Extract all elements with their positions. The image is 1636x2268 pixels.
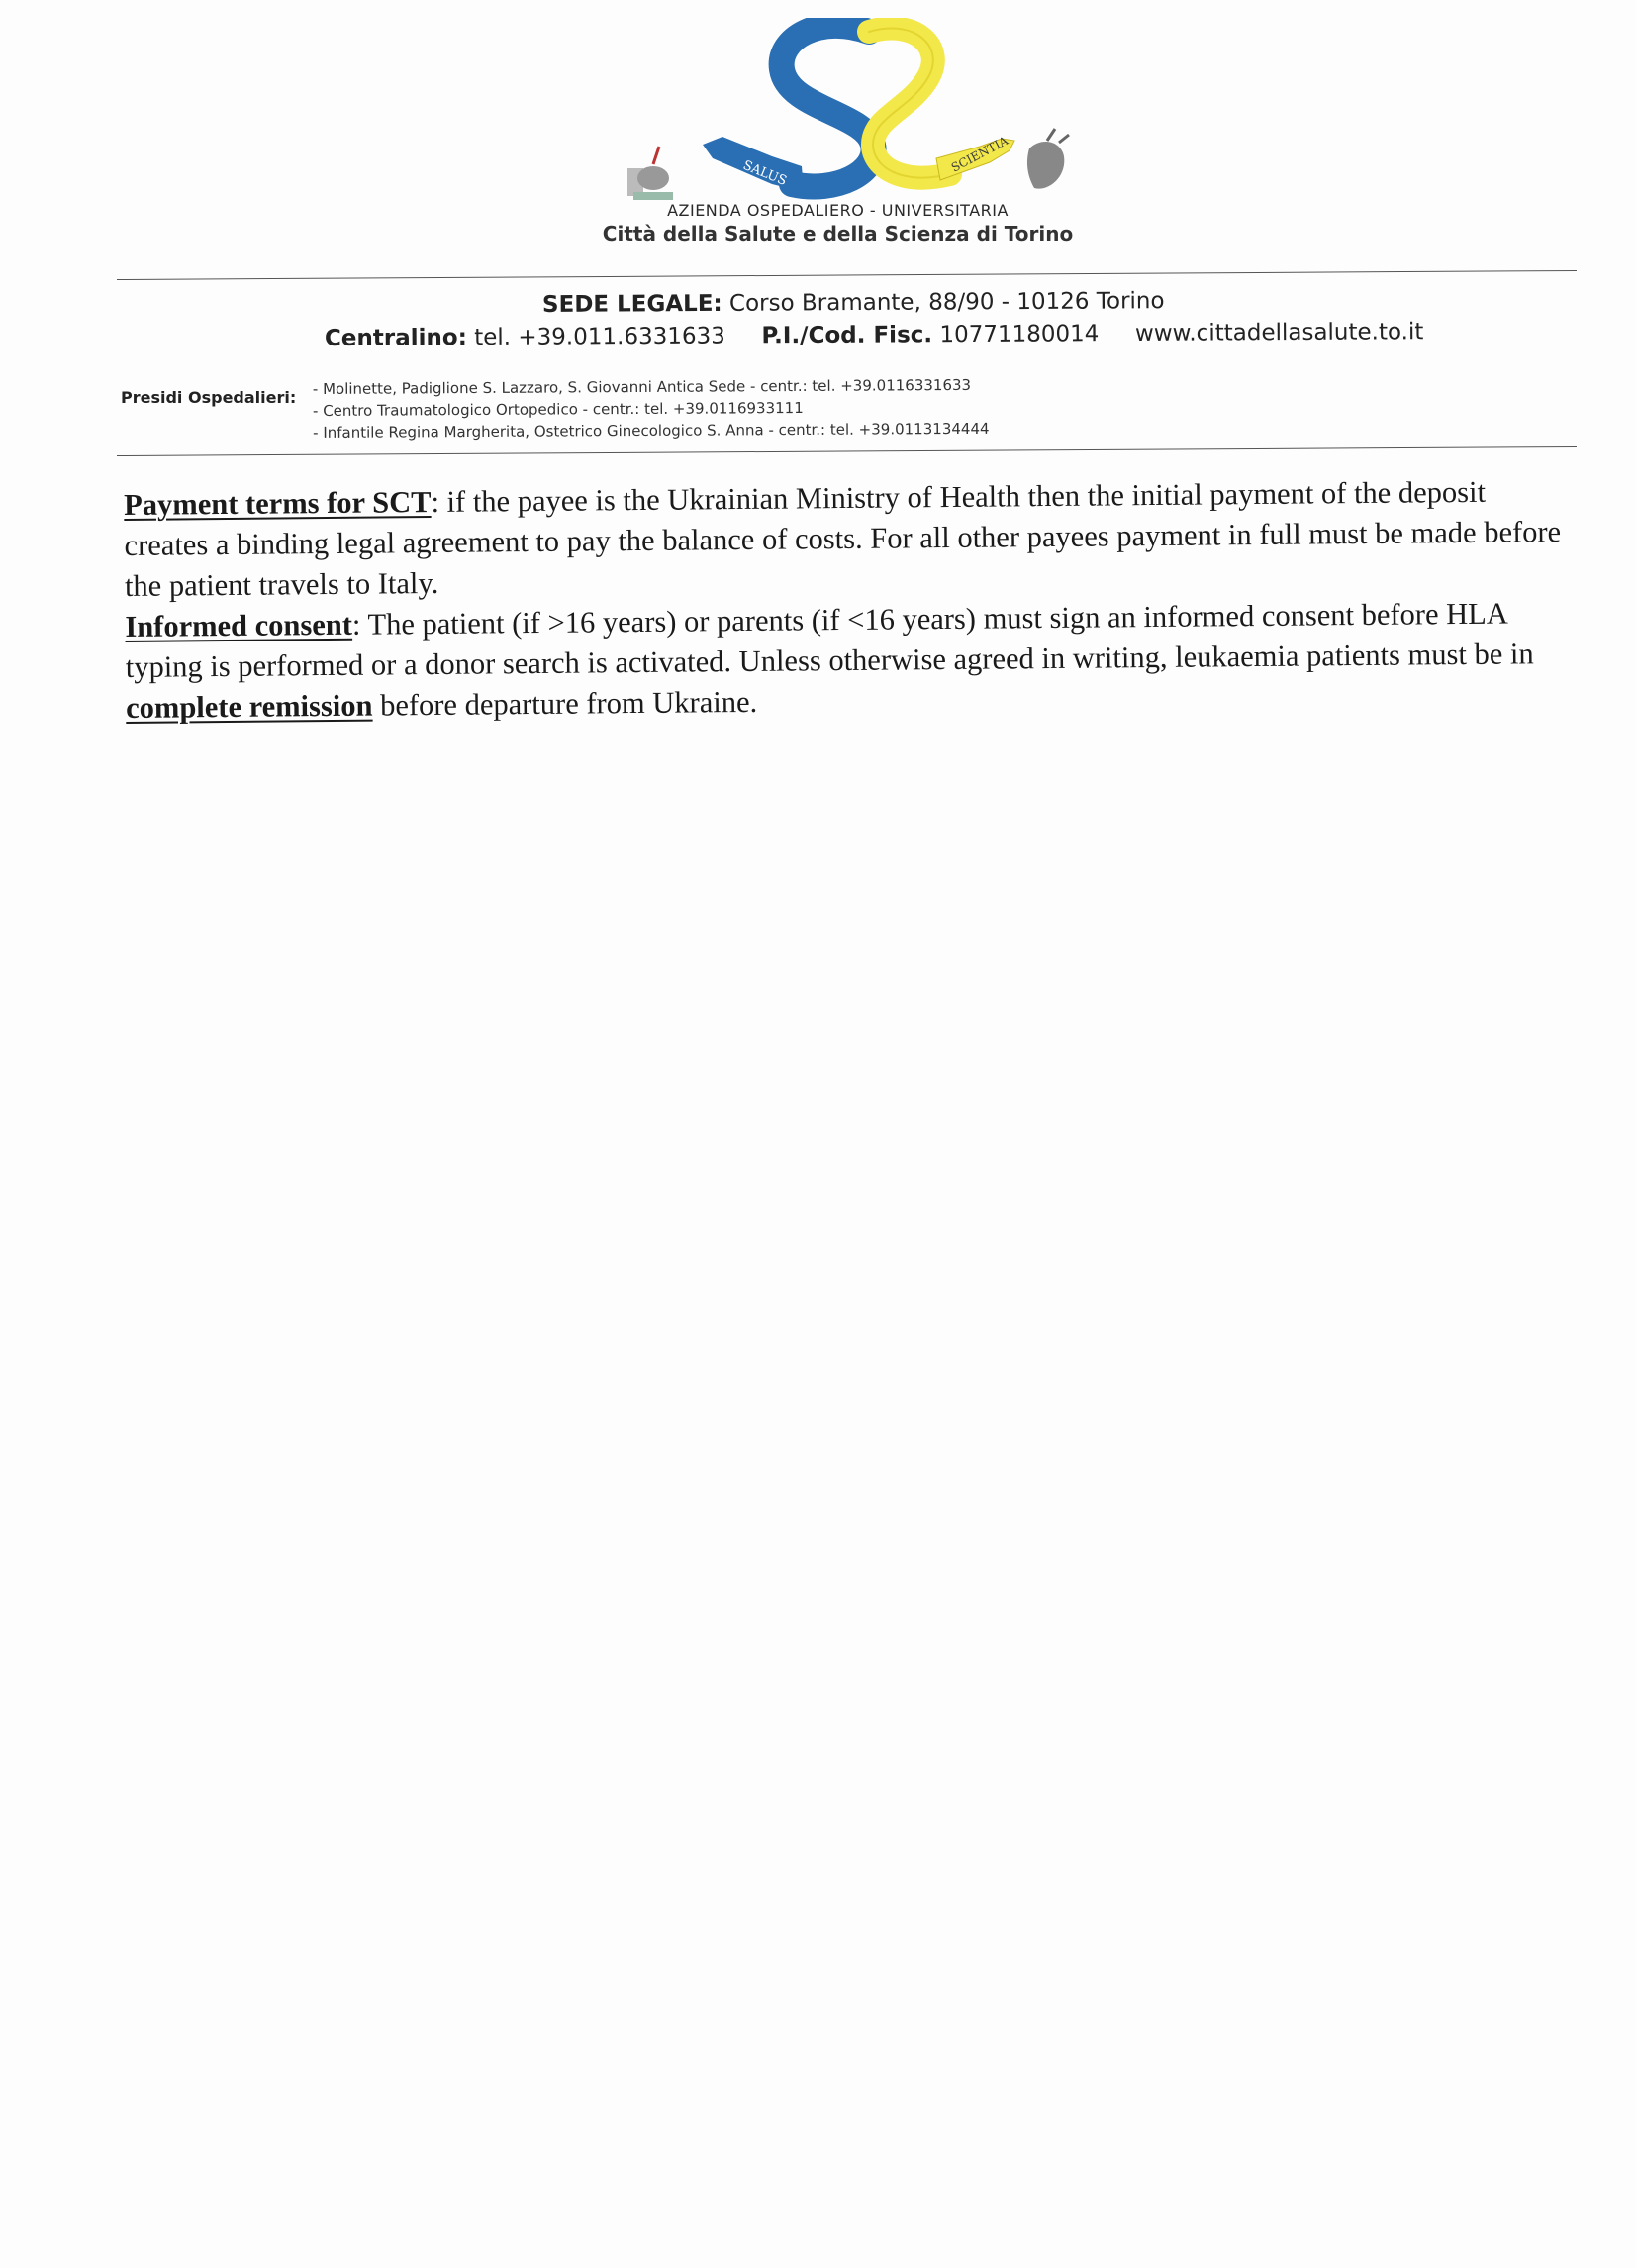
informed-consent-paragraph [125,593,1571,729]
divider-top [117,270,1577,280]
hospital-logo [614,18,1089,255]
sede-legale-line [542,288,1165,318]
presidi-label: Presidi Ospedalieri: [121,388,297,407]
contact-line [325,319,1424,351]
payment-terms-heading: Payment terms for SCT [124,485,432,522]
complete-remission-emphasis: complete remission [125,688,373,725]
sede-label: SEDE LEGALE: [541,290,722,318]
sede-address: Corso Bramante, 88/90 - 10126 Torino [728,288,1165,317]
informed-consent-text-end: before departure from Ukraine. [372,684,758,723]
presidi-list [313,374,990,444]
presidi-item: - Molinette, Padiglione S. Lazzaro, S. Giovanni Antica Sede - centr.: tel. +39.0116331633 [312,375,972,399]
presidi-item: - Centro Traumatologico Ortopedico - centr.: tel. +39.0116933111 [312,398,804,420]
fiscal-code: 10771180014 [939,321,1100,348]
fiscal-label: P.I./Cod. Fisc. [761,322,933,349]
centralino-phone: tel. +39.011.6331633 [474,323,725,351]
ribbon-right-text: SCIENTIA [948,133,1010,175]
document-body [124,471,1571,729]
centralino-label: Centralino: [324,325,467,351]
informed-consent-heading: Informed consent [125,607,353,643]
informed-consent-text: : The patient (if >16 years) or parents (if <16 years) must sign an informed consent before HLA typing is performed or a donor search is activated. Unless otherwise agreed in writing, leukaemia patients must be in [125,596,1534,684]
divider-bottom [117,446,1577,456]
presidi-item: - Infantile Regina Margherita, Ostetrico Ginecologico S. Anna - centr.: tel. +39.0113134444 [313,419,990,442]
payment-terms-paragraph [124,471,1570,607]
payment-terms-text: : if the payee is the Ukrainian Ministry of Health then the initial payment of the deposit creates a binding legal agreement to pay the balance of costs. For all other payees payment in full must be made before the patient travels to Italy. [124,474,1562,603]
website-link[interactable]: www.cittadellasalute.to.it [1134,319,1424,346]
org-type: AZIENDA OSPEDALIERO - UNIVERSITARIA [667,201,1009,220]
org-name: Città della Salute e della Scienza di Torino [602,222,1074,246]
ribbon-left-text: SALUS [740,157,789,189]
